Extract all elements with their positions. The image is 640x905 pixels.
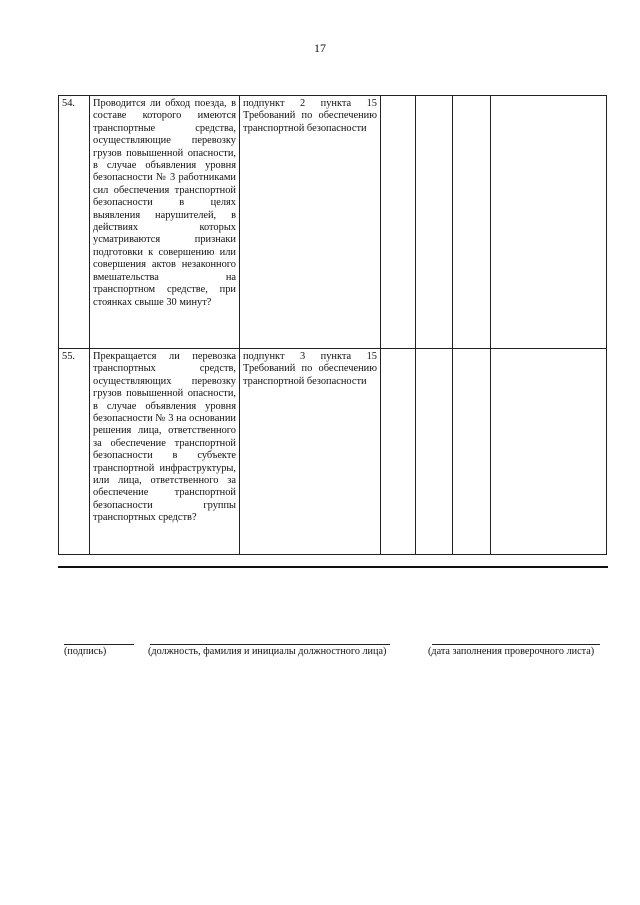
legal-reference: подпункт 3 пункта 15 Требований по обеспечению транспортной безопасности [240, 349, 381, 555]
signature-label: (подпись) [64, 646, 107, 657]
answer-cell-no [416, 349, 453, 555]
official-label: (должность, фамилия и инициалы должностного лица) [148, 646, 387, 657]
signature-line [64, 644, 134, 645]
fill-date-label: (дата заполнения проверочного листа) [428, 646, 595, 657]
row-number: 54. [59, 96, 90, 349]
answer-cell-na [453, 349, 491, 555]
answer-cell-yes [381, 349, 416, 555]
checklist-table [58, 95, 607, 555]
note-cell [491, 96, 607, 349]
question-text: Проводится ли обход поезда, в составе которого имеются транспортные средства, осуществляющие перевозку грузов повышенной опасности, в случае объявления уровня безопасности № 3 работниками сил обеспечения транспортной безопасности в целях выявления нарушителей, в действиях которых усматриваются признаки подготовки к совершению или совершения актов незаконного вмешательства на транспортном средстве, при стоянках свыше 30 минут? [90, 96, 240, 349]
answer-cell-na [453, 96, 491, 349]
question-text: Прекращается ли перевозка транспортных средств, осуществляющих перевозку грузов повышенной опасности, в случае объявления уровня безопасности № 3 на основании решения лица, ответственного за обеспечение транспортной безопасности в субъекте транспортной инфраструктуры, или лица, ответственного за обеспечение транспортной безопасности группы транспортных средств? [90, 349, 240, 555]
section-divider [58, 566, 608, 568]
page-number: 17 [314, 41, 326, 55]
table-row [59, 96, 607, 349]
legal-reference: подпункт 2 пункта 15 Требований по обеспечению транспортной безопасности [240, 96, 381, 349]
fill-date-line [432, 644, 600, 645]
note-cell [491, 349, 607, 555]
table-row [59, 349, 607, 555]
official-name-line [150, 644, 390, 645]
answer-cell-yes [381, 96, 416, 349]
answer-cell-no [416, 96, 453, 349]
row-number: 55. [59, 349, 90, 555]
